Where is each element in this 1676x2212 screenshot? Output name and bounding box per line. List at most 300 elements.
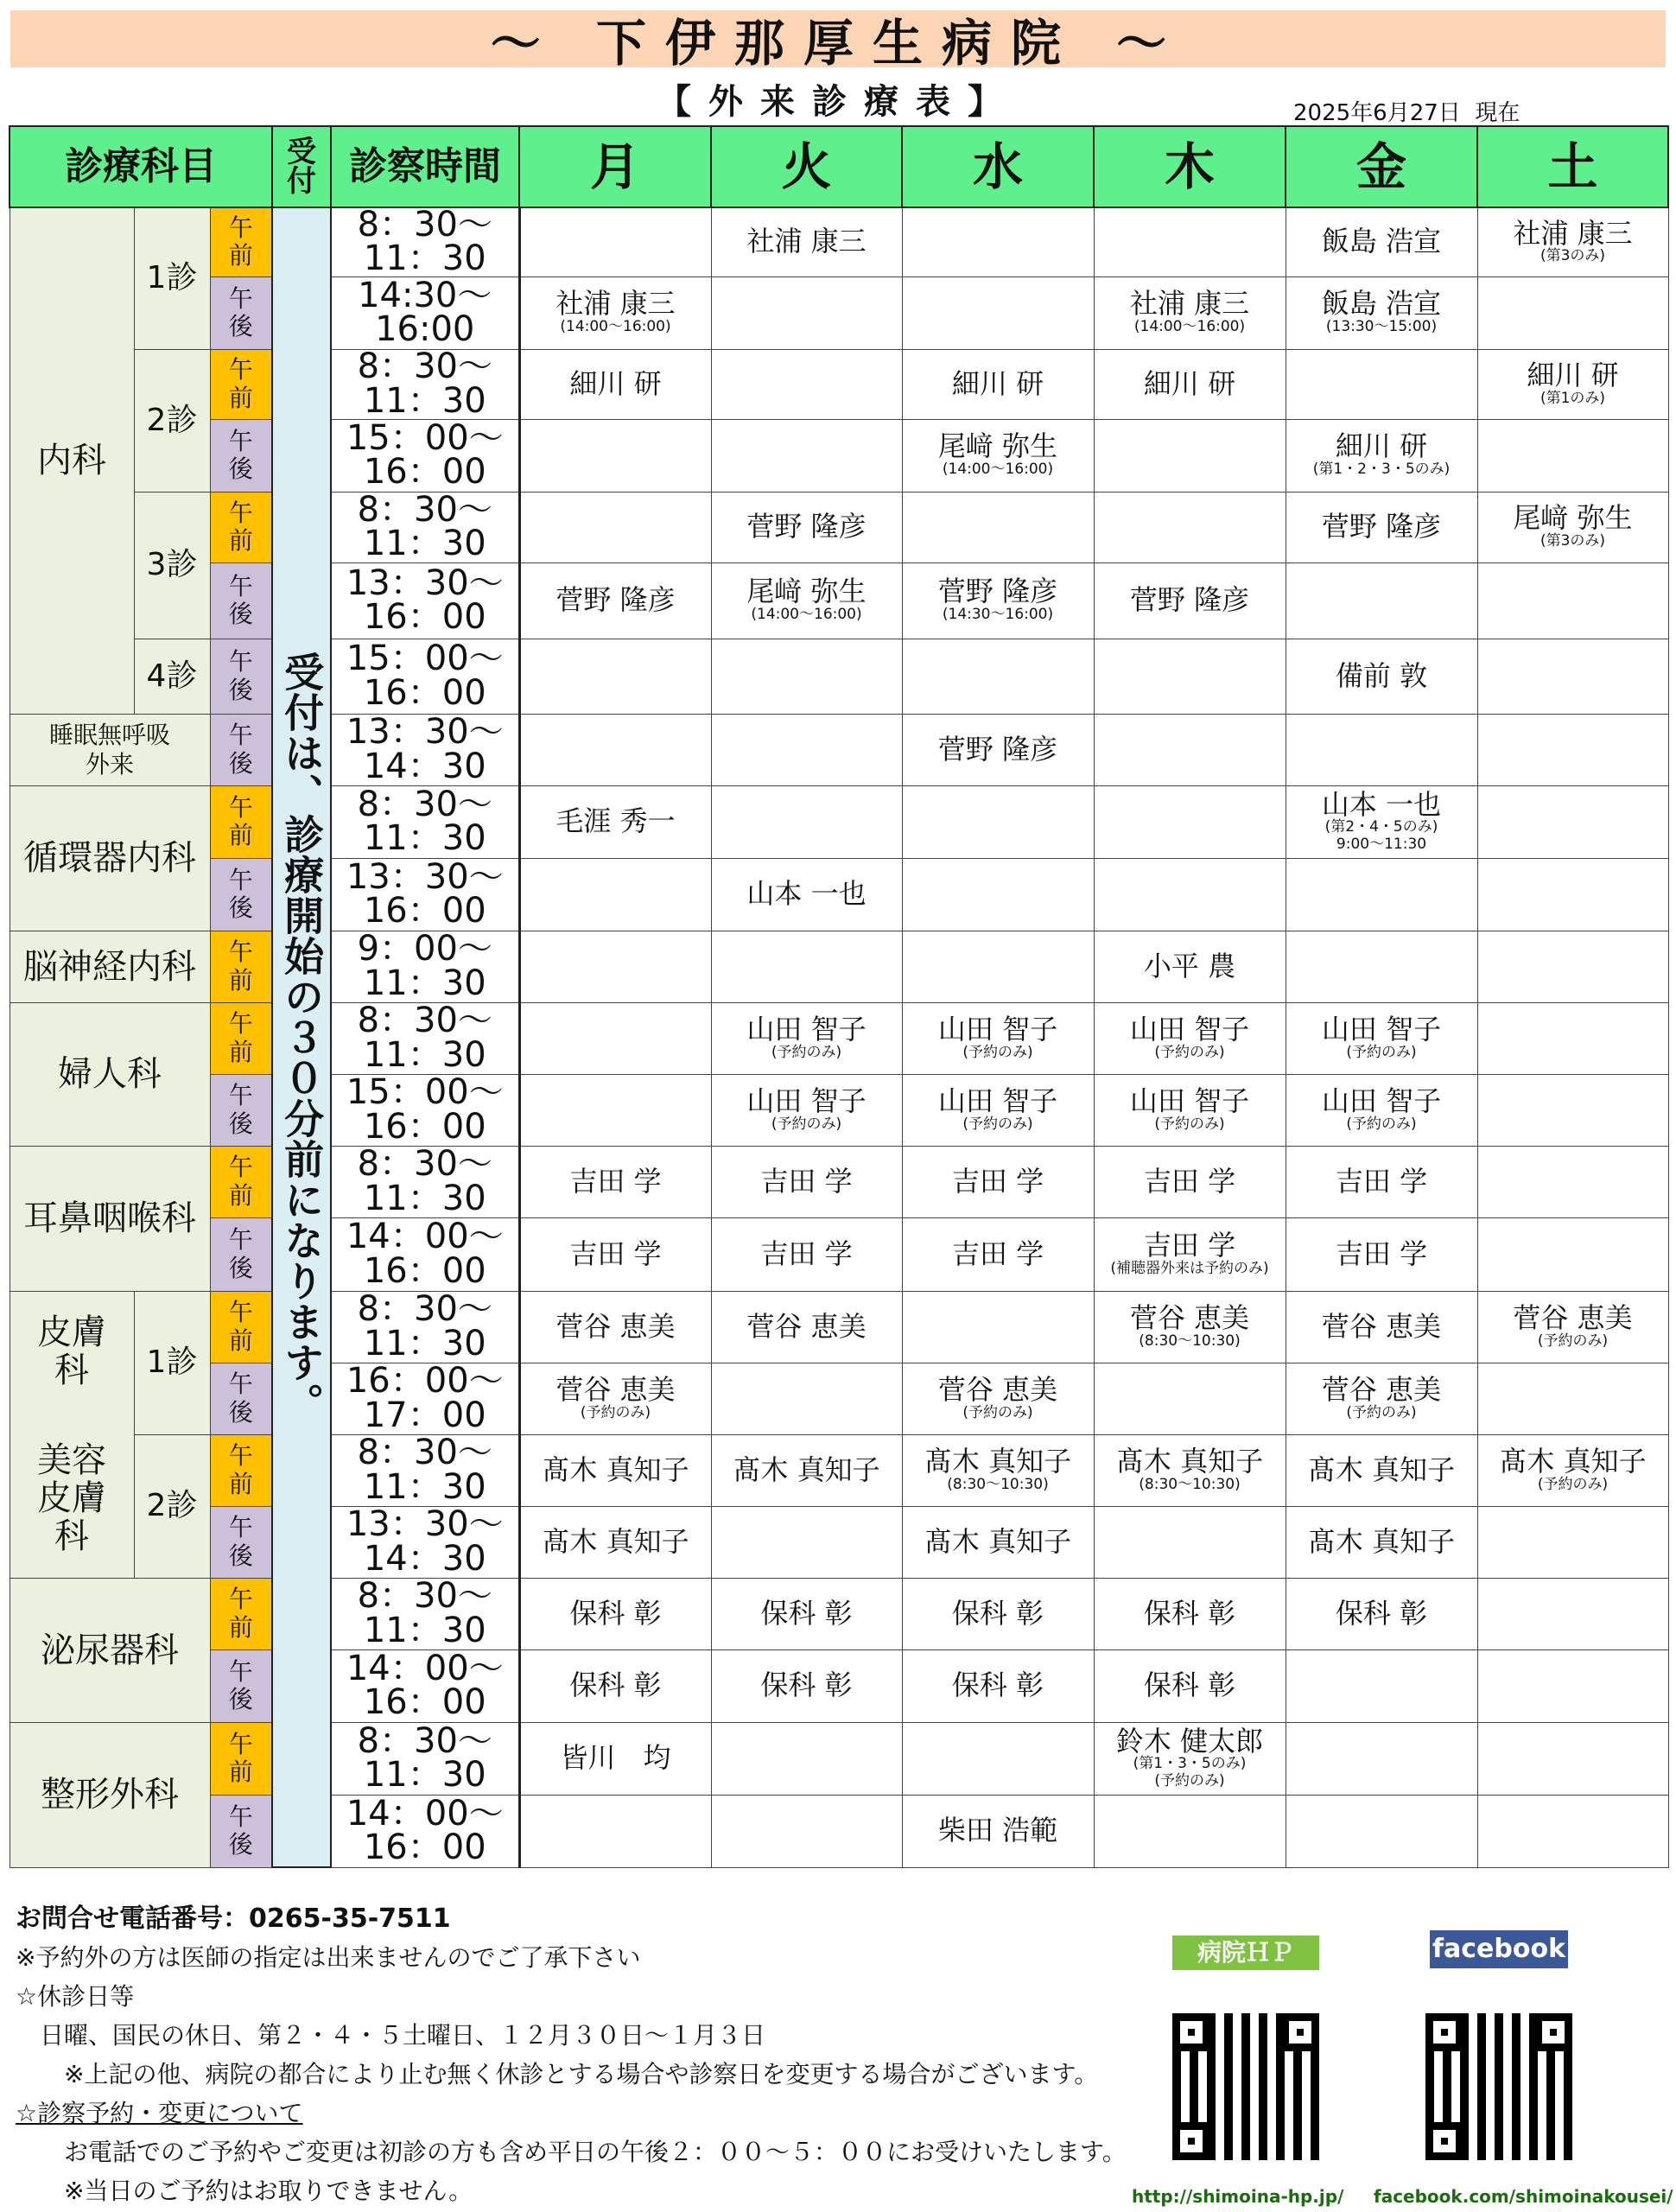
doctor-cell-mon: [519, 785, 711, 858]
doctor-name: 菅野 隆彦: [937, 732, 1058, 766]
doctor-cell-mon: [519, 1002, 711, 1074]
doctor-name: 菅野 隆彦: [1321, 510, 1442, 543]
doctor-note: (予約のみ): [1154, 1043, 1225, 1061]
doctor-name: 小平 農: [1143, 949, 1236, 982]
doctor-cell-thu: [1094, 349, 1286, 419]
header-day-tue: 火: [711, 126, 902, 207]
doctor-note: (予約のみ): [1346, 1043, 1417, 1061]
doctor-cell-fri: [1286, 419, 1477, 492]
doctor-name: 吉田 学: [1335, 1164, 1428, 1198]
doctor-cell-fri: [1286, 1146, 1477, 1217]
sub-s2: 2診: [134, 1434, 210, 1578]
doctor-cell-thu: [1094, 563, 1286, 639]
am-label: 午 前: [210, 492, 272, 563]
doctor-cell-sat: [1477, 785, 1668, 858]
schedule-row: [10, 1506, 1668, 1578]
doctor-note: (予約のみ): [962, 1403, 1033, 1421]
doctor-name: 髙木 真知子: [1499, 1444, 1647, 1478]
doctor-cell-wed: [902, 858, 1094, 931]
doctor-note: (予約のみ): [1154, 1115, 1225, 1133]
consult-time: 16：00～ 17：00: [331, 1363, 519, 1434]
am-label: 午 前: [210, 207, 272, 276]
doctor-cell-fri: [1286, 785, 1477, 858]
doctor-note: (予約のみ): [580, 1403, 651, 1421]
doctor-name: 吉田 学: [1143, 1164, 1236, 1198]
doctor-cell-sat: [1477, 1291, 1668, 1363]
dept-hifu-label: 皮膚科: [37, 1313, 106, 1390]
doctor-cell-fri: [1286, 207, 1477, 276]
doctor-name: 菅谷 恵美: [1321, 1309, 1442, 1343]
doctor-note: (14:00～16:00): [1133, 318, 1246, 336]
doctor-note: (14:00～16:00): [942, 461, 1054, 479]
sub-s3: 3診: [134, 492, 210, 639]
doctor-cell-fri: [1286, 714, 1477, 785]
consult-time: 15：00～ 16：00: [331, 419, 519, 492]
doctor-name: 髙木 真知子: [733, 1452, 880, 1486]
doctor-cell-wed: [902, 1722, 1094, 1795]
consult-time: 8：30～ 11：30: [331, 1578, 519, 1649]
doctor-name: 菅野 隆彦: [1129, 583, 1250, 617]
sub-s1: 1診: [134, 207, 210, 349]
sub-s2: 2診: [134, 349, 210, 492]
doctor-cell-thu: [1094, 1578, 1286, 1649]
doctor-cell-mon: [519, 1795, 711, 1867]
schedule-row: [10, 714, 1668, 785]
consult-time: 8：30～ 11：30: [331, 785, 519, 858]
doctor-cell-mon: [519, 419, 711, 492]
doctor-cell-tue: [711, 492, 902, 563]
footer-notes: [16, 1899, 1139, 2210]
consult-time: 8：30～ 11：30: [331, 349, 519, 419]
doctor-cell-fri: [1286, 931, 1477, 1002]
doctor-cell-tue: [711, 858, 902, 931]
pm-label: 午 後: [210, 276, 272, 349]
doctor-name: 吉田 学: [951, 1236, 1044, 1270]
pm-label: 午 後: [210, 1363, 272, 1434]
doctor-cell-tue: [711, 419, 902, 492]
consult-time: 14：00～ 16：00: [331, 1217, 519, 1291]
doctor-cell-sat: [1477, 1217, 1668, 1291]
consult-time: 8：30～ 11：30: [331, 492, 519, 563]
doctor-cell-fri: [1286, 1434, 1477, 1506]
schedule-row: [10, 1434, 1668, 1506]
doctor-cell-sat: [1477, 349, 1668, 419]
doctor-name: 尾﨑 弥生: [937, 429, 1058, 463]
doctor-cell-mon: [519, 1649, 711, 1722]
doctor-name: 細川 研: [951, 366, 1044, 400]
doctor-cell-wed: [902, 1649, 1094, 1722]
pm-label: 午 後: [210, 858, 272, 931]
doctor-name: 保科 彰: [951, 1596, 1044, 1630]
schedule-row: [10, 276, 1668, 349]
consult-time: 13：30～ 16：00: [331, 858, 519, 931]
doctor-cell-mon: [519, 639, 711, 714]
doctor-cell-thu: [1094, 714, 1286, 785]
doctor-name: 菅野 隆彦: [937, 575, 1058, 608]
doctor-note: (予約のみ): [1537, 1475, 1609, 1493]
doctor-cell-fri: [1286, 1363, 1477, 1434]
doctor-cell-wed: [902, 349, 1094, 419]
doctor-cell-wed: [902, 931, 1094, 1002]
doctor-note: (予約のみ): [771, 1115, 842, 1133]
note-line: 日曜、国民の休日、第２・４・５土曜日、１２月３０日～１月３日: [16, 2021, 766, 2050]
doctor-name: 尾﨑 弥生: [1513, 501, 1633, 535]
doctor-cell-thu: [1094, 639, 1286, 714]
doctor-cell-sat: [1477, 1363, 1668, 1434]
doctor-name: 菅谷 恵美: [1513, 1300, 1633, 1334]
doctor-cell-mon: [519, 1578, 711, 1649]
schedule-row: [10, 1795, 1668, 1867]
schedule-row: [10, 349, 1668, 419]
schedule-row: [10, 931, 1668, 1002]
doctor-cell-mon: [519, 349, 711, 419]
dept-junkan: 循環器内科: [10, 785, 210, 931]
am-label: 午 前: [210, 931, 272, 1002]
consult-time: 14:30～ 16:00: [331, 276, 519, 349]
doctor-cell-tue: [711, 1291, 902, 1363]
doctor-cell-tue: [711, 1434, 902, 1506]
dept-jibi: 耳鼻咽喉科: [10, 1146, 210, 1291]
consult-time: 13：30～ 14：30: [331, 1506, 519, 1578]
am-label: 午 前: [210, 785, 272, 858]
doctor-cell-thu: [1094, 1074, 1286, 1146]
doctor-cell-sat: [1477, 1649, 1668, 1722]
doctor-note: (14:30～16:00): [942, 606, 1054, 624]
doctor-cell-wed: [902, 1002, 1094, 1074]
doctor-cell-mon: [519, 1074, 711, 1146]
doctor-name: 山本 一也: [746, 877, 867, 911]
doctor-name: 吉田 学: [1143, 1228, 1236, 1262]
dept-naika: 内科: [10, 207, 134, 714]
doctor-note: (第3のみ): [1540, 532, 1606, 550]
dept-seikei: 整形外科: [10, 1722, 210, 1867]
doctor-cell-sat: [1477, 1434, 1668, 1506]
doctor-name: 山田 智子: [1321, 1012, 1442, 1046]
schedule-row: [10, 858, 1668, 931]
doctor-cell-tue: [711, 1002, 902, 1074]
doctor-cell-mon: [519, 1506, 711, 1578]
doctor-cell-mon: [519, 858, 711, 931]
header-day-thu: 木: [1094, 126, 1286, 207]
sub-s4: 4診: [134, 639, 210, 714]
doctor-cell-thu: [1094, 1795, 1286, 1867]
doctor-name: 山田 智子: [937, 1012, 1058, 1046]
doctor-name: 山田 智子: [746, 1012, 867, 1046]
schedule-row: [10, 1578, 1668, 1649]
doctor-name: 毛涯 秀一: [555, 804, 676, 838]
doctor-cell-fri: [1286, 1074, 1477, 1146]
pm-label: 午 後: [210, 419, 272, 492]
am-label: 午 前: [210, 1722, 272, 1795]
doctor-cell-sat: [1477, 931, 1668, 1002]
header-day-wed: 水: [902, 126, 1094, 207]
header-time: 診察時間: [331, 126, 519, 207]
doctor-cell-tue: [711, 1363, 902, 1434]
pm-label: 午 後: [210, 1074, 272, 1146]
doctor-name: 山田 智子: [1129, 1084, 1250, 1117]
note-line: お電話でのご予約やご変更は初診の方も含め平日の午後２：００～５：００にお受けいたします。: [16, 2138, 1127, 2166]
doctor-cell-wed: [902, 419, 1094, 492]
doctor-name: 細川 研: [1335, 429, 1428, 463]
doctor-note: (14:00～16:00): [751, 606, 862, 624]
doctor-note: (8:30～10:30): [947, 1475, 1049, 1493]
pm-label: 午 後: [210, 563, 272, 639]
doctor-cell-fri: [1286, 1217, 1477, 1291]
doctor-note: (第1・3・5のみ): [1133, 1755, 1247, 1773]
doctor-name: 吉田 学: [1335, 1236, 1428, 1270]
schedule-row: [10, 1722, 1668, 1795]
doctor-cell-thu: [1094, 207, 1286, 276]
am-label: 午 前: [210, 1146, 272, 1217]
doctor-cell-thu: [1094, 1291, 1286, 1363]
doctor-cell-tue: [711, 1217, 902, 1291]
doctor-name: 社浦 康三: [1129, 287, 1250, 321]
doctor-name: 髙木 真知子: [542, 1524, 689, 1558]
doctor-note: (第1のみ): [1540, 389, 1606, 407]
doctor-cell-thu: [1094, 276, 1286, 349]
doctor-name: 菅谷 恵美: [555, 1309, 676, 1343]
doctor-name: 吉田 学: [951, 1164, 1044, 1198]
doctor-cell-fri: [1286, 563, 1477, 639]
doctor-cell-mon: [519, 207, 711, 276]
doctor-note: (予約のみ): [962, 1043, 1033, 1061]
am-label: 午 前: [210, 1291, 272, 1363]
doctor-cell-wed: [902, 276, 1094, 349]
schedule-table: [9, 125, 1669, 1868]
hospital-url-link[interactable]: http://shimoina-hp.jp/: [1132, 2186, 1344, 2207]
schedule-row: [10, 1002, 1668, 1074]
consult-time: 13：30～ 14：30: [331, 714, 519, 785]
doctor-name: 保科 彰: [569, 1596, 662, 1630]
doctor-cell-fri: [1286, 1578, 1477, 1649]
doctor-name: 吉田 学: [760, 1236, 853, 1270]
consult-time: 8：30～ 11：30: [331, 1146, 519, 1217]
doctor-cell-tue: [711, 276, 902, 349]
doctor-cell-wed: [902, 714, 1094, 785]
doctor-cell-mon: [519, 492, 711, 563]
doctor-name: 備前 敦: [1335, 658, 1428, 692]
schedule-row: [10, 563, 1668, 639]
doctor-cell-wed: [902, 563, 1094, 639]
doctor-cell-tue: [711, 1506, 902, 1578]
doctor-name: 菅野 隆彦: [746, 510, 867, 543]
doctor-cell-wed: [902, 1363, 1094, 1434]
doctor-cell-wed: [902, 1434, 1094, 1506]
doctor-cell-wed: [902, 1506, 1094, 1578]
dept-hinyou: 泌尿器科: [10, 1578, 210, 1722]
consult-time: 15：00～ 16：00: [331, 1074, 519, 1146]
note-line: ※当日のご予約はお取りできません。: [16, 2177, 473, 2205]
doctor-cell-sat: [1477, 419, 1668, 492]
schedule-row: [10, 785, 1668, 858]
hospital-title: [10, 10, 1666, 73]
doctor-name: 社浦 康三: [746, 225, 867, 258]
am-label: 午 前: [210, 1002, 272, 1074]
consult-time: 15：00～ 16：00: [331, 639, 519, 714]
doctor-cell-sat: [1477, 858, 1668, 931]
doctor-note: (予約のみ): [1154, 1771, 1225, 1789]
doctor-note: 9:00～11:30: [1336, 835, 1427, 853]
schedule-row: [10, 639, 1668, 714]
doctor-cell-thu: [1094, 492, 1286, 563]
doctor-name: 保科 彰: [1335, 1596, 1428, 1630]
doctor-name: 菅谷 恵美: [1321, 1372, 1442, 1406]
doctor-name: 飯島 浩宣: [1321, 287, 1442, 321]
doctor-cell-wed: [902, 1146, 1094, 1217]
dept-fujin: 婦人科: [10, 1002, 210, 1146]
doctor-name: 保科 彰: [951, 1669, 1044, 1702]
doctor-cell-wed: [902, 639, 1094, 714]
hospital-title-text: ～ 下伊那厚生病院 ～: [490, 14, 1186, 73]
doctor-name: 保科 彰: [569, 1669, 662, 1702]
doctor-cell-sat: [1477, 1722, 1668, 1795]
doctor-cell-thu: [1094, 1363, 1286, 1434]
doctor-cell-mon: [519, 563, 711, 639]
am-label: 午 前: [210, 349, 272, 419]
contact-phone: お問合せ電話番号：0265-35-7511: [16, 1904, 451, 1934]
doctor-cell-sat: [1477, 1506, 1668, 1578]
note-line: ※予約外の方は医師の指定は出来ませんのでご了承下さい: [16, 1943, 641, 1972]
doctor-cell-mon: [519, 1722, 711, 1795]
doctor-name: 皆川 均: [560, 1741, 671, 1775]
doctor-name: 社浦 康三: [1513, 216, 1633, 250]
doctor-name: 菅谷 恵美: [1129, 1300, 1250, 1334]
doctor-name: 飯島 浩宣: [1321, 225, 1442, 258]
doctor-cell-tue: [711, 639, 902, 714]
pm-label: 午 後: [210, 1506, 272, 1578]
doctor-name: 保科 彰: [1143, 1669, 1236, 1702]
schedule-subtitle: 【外来診療表】: [657, 81, 1019, 122]
doctor-note: (8:30～10:30): [1139, 1475, 1241, 1493]
doctor-name: 髙木 真知子: [924, 1524, 1072, 1558]
header-day-fri: 金: [1286, 126, 1477, 207]
doctor-name: 細川 研: [1143, 366, 1236, 400]
doctor-name: 髙木 真知子: [1115, 1444, 1264, 1478]
doctor-note: (予約のみ): [1537, 1332, 1609, 1350]
doctor-note: (予約のみ): [1346, 1115, 1417, 1133]
doctor-name: 尾﨑 弥生: [746, 575, 867, 608]
hospital-hp-label: 病院ＨＰ: [1172, 1936, 1319, 1970]
doctor-cell-fri: [1286, 349, 1477, 419]
doctor-cell-wed: [902, 1795, 1094, 1867]
schedule-row: [10, 1363, 1668, 1434]
doctor-cell-thu: [1094, 858, 1286, 931]
schedule-row: [10, 492, 1668, 563]
doctor-cell-wed: [902, 1291, 1094, 1363]
consult-time: 8：30～ 11：30: [331, 1002, 519, 1074]
consult-time: 14：00～ 16：00: [331, 1795, 519, 1867]
doctor-cell-wed: [902, 207, 1094, 276]
doctor-name: 鈴木 健太郎: [1115, 1724, 1264, 1758]
doctor-note: (第1・2・3・5のみ): [1312, 461, 1451, 479]
doctor-cell-mon: [519, 931, 711, 1002]
hospital-qr-code[interactable]: [1172, 2013, 1319, 2160]
doctor-name: 保科 彰: [1143, 1596, 1236, 1630]
schedule-row: [10, 1291, 1668, 1363]
doctor-cell-tue: [711, 1649, 902, 1722]
sub-s1: 1診: [134, 1291, 210, 1434]
reception-notice: 受付は、診療開始の３０分前になります。: [272, 207, 331, 1867]
header-dept: 診療科目: [10, 126, 272, 207]
doctor-cell-fri: [1286, 639, 1477, 714]
doctor-cell-wed: [902, 1578, 1094, 1649]
facebook-label: facebook: [1430, 1930, 1568, 1968]
header-uketsuke: 受付: [272, 126, 331, 207]
doctor-note: (予約のみ): [771, 1043, 842, 1061]
header-day-sat: 土: [1477, 126, 1668, 207]
doctor-note: (8:30～10:30): [1139, 1332, 1241, 1350]
doctor-note: (13:30～15:00): [1325, 318, 1438, 336]
doctor-name: 山本 一也: [1321, 787, 1442, 821]
schedule-row: [10, 1074, 1668, 1146]
doctor-name: 山田 智子: [1129, 1012, 1250, 1046]
doctor-cell-tue: [711, 931, 902, 1002]
doctor-name: 保科 彰: [760, 1669, 853, 1702]
doctor-cell-sat: [1477, 1074, 1668, 1146]
schedule-row: [10, 1146, 1668, 1217]
consult-time: 9：00～ 11：30: [331, 931, 519, 1002]
doctor-name: 山田 智子: [937, 1084, 1058, 1117]
doctor-cell-fri: [1286, 1291, 1477, 1363]
doctor-cell-wed: [902, 1074, 1094, 1146]
dept-biyou-label: 美容皮膚科: [37, 1440, 106, 1556]
doctor-cell-tue: [711, 785, 902, 858]
doctor-cell-tue: [711, 349, 902, 419]
doctor-cell-sat: [1477, 1002, 1668, 1074]
doctor-name: 保科 彰: [760, 1596, 853, 1630]
doctor-cell-fri: [1286, 492, 1477, 563]
doctor-cell-sat: [1477, 207, 1668, 276]
doctor-name: 髙木 真知子: [1307, 1452, 1456, 1486]
consult-time: 14：00～ 16：00: [331, 1649, 519, 1722]
doctor-cell-thu: [1094, 419, 1286, 492]
doctor-name: 細川 研: [569, 366, 662, 400]
doctor-name: 菅野 隆彦: [555, 583, 676, 617]
doctor-cell-thu: [1094, 1649, 1286, 1722]
doctor-cell-tue: [711, 1795, 902, 1867]
doctor-cell-fri: [1286, 1649, 1477, 1722]
doctor-name: 髙木 真知子: [924, 1444, 1072, 1478]
doctor-cell-thu: [1094, 1722, 1286, 1795]
schedule-row: [10, 207, 1668, 276]
header-day-mon: 月: [519, 126, 711, 207]
doctor-cell-mon: [519, 1291, 711, 1363]
dept-hifu: [10, 1291, 134, 1578]
note-line: ※上記の他、病院の都合により止む無く休診とする場合や診察日を変更する場合がございます。: [16, 2060, 1099, 2088]
doctor-note: (予約のみ): [1346, 1403, 1417, 1421]
pm-label: 午 後: [210, 714, 272, 785]
doctor-cell-mon: [519, 1146, 711, 1217]
doctor-cell-mon: [519, 1363, 711, 1434]
doctor-cell-sat: [1477, 492, 1668, 563]
doctor-cell-fri: [1286, 858, 1477, 931]
doctor-cell-sat: [1477, 563, 1668, 639]
doctor-cell-mon: [519, 714, 711, 785]
doctor-cell-thu: [1094, 1506, 1286, 1578]
doctor-name: 社浦 康三: [555, 287, 676, 321]
doctor-cell-wed: [902, 785, 1094, 858]
doctor-name: 菅谷 恵美: [555, 1372, 676, 1406]
dept-sleep: 睡眠無呼吸 外来: [10, 714, 210, 785]
facebook-qr-code[interactable]: [1425, 2013, 1572, 2160]
consult-time: 8：30～ 11：30: [331, 1722, 519, 1795]
doctor-cell-mon: [519, 1217, 711, 1291]
doctor-cell-tue: [711, 207, 902, 276]
facebook-url-link[interactable]: facebook.com/shimoinakousei/: [1374, 2186, 1673, 2207]
doctor-cell-thu: [1094, 1002, 1286, 1074]
consult-time: 8：30～ 11：30: [331, 1291, 519, 1363]
doctor-cell-sat: [1477, 639, 1668, 714]
